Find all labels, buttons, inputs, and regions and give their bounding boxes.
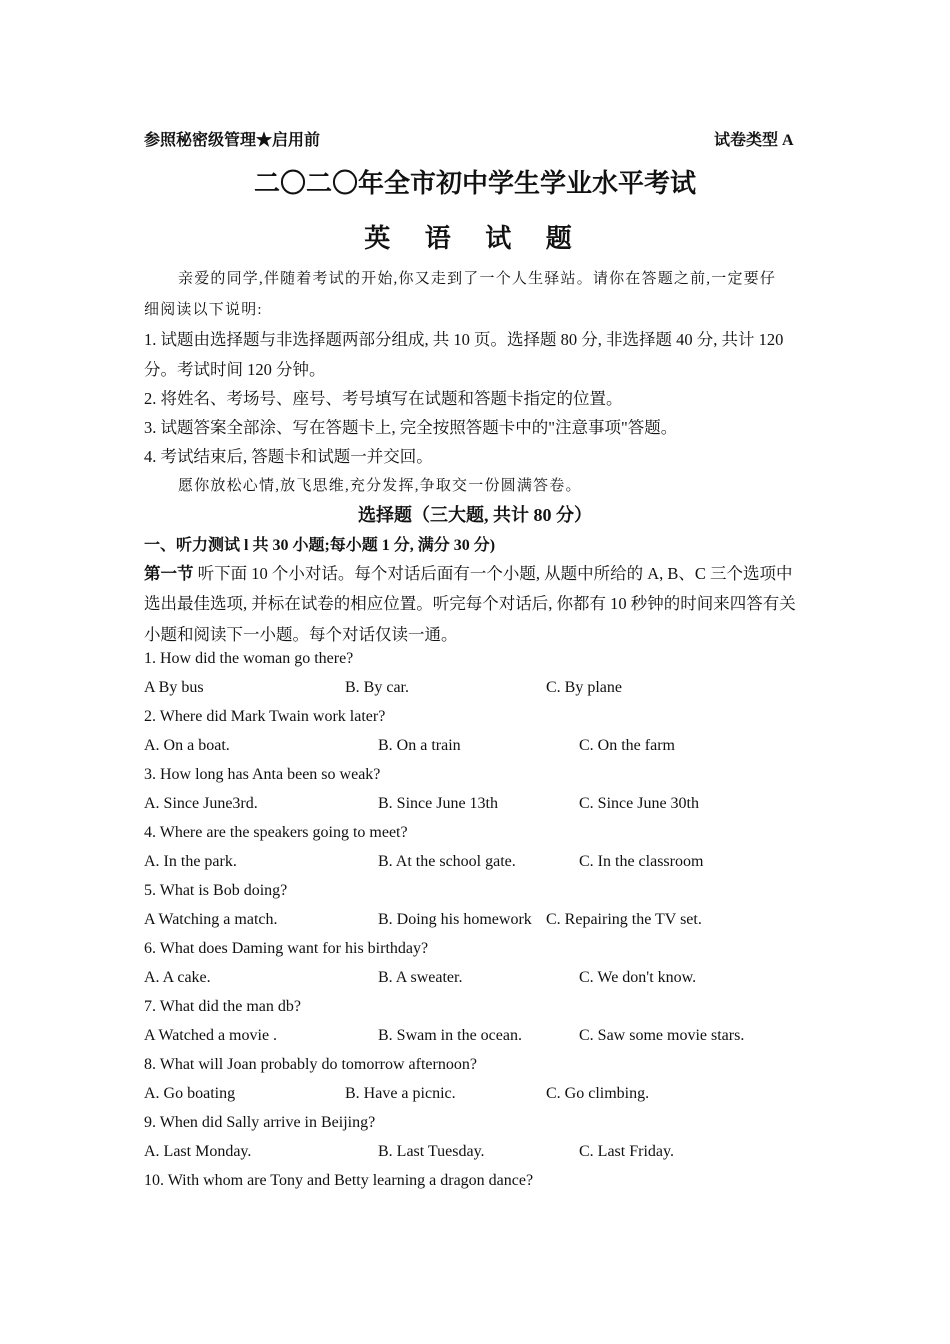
question-8: 8. What will Joan probably do tomorrow afternoon? [144,1056,477,1073]
part-title: 一、听力测试 l 共 30 小题;每小题 1 分, 满分 30 分) [144,537,496,554]
exam-subtitle: 英 语 试 题 [364,224,586,253]
option-5a: A Watching a match. [144,911,278,928]
option-1a: A By bus [144,679,204,696]
instruction-1: 1. 试题由选择题与非选择题两部分组成, 共 10 页。选择题 80 分, 非选择题 40 分, 共计 120 [144,330,784,349]
part1-text: 听下面 10 个小对话。每个对话后面有一个小题, 从题中所给的 A, B、C 三个选项中 [193,564,793,583]
intro-line-2: 细阅读以下说明: [144,302,263,318]
option-3b: B. Since June 13th [378,795,498,812]
option-8b: B. Have a picnic. [345,1085,456,1102]
question-10: 10. With whom are Tony and Betty learning a dragon dance? [144,1172,534,1189]
question-7: 7. What did the man db? [144,998,301,1015]
instruction-1-cont: 分。考试时间 120 分钟。 [144,360,326,379]
part1-line-1 [144,560,793,584]
option-7b: B. Swam in the ocean. [378,1027,522,1044]
option-3c: C. Since June 30th [579,795,699,812]
question-4: 4. Where are the speakers going to meet? [144,824,408,841]
question-9: 9. When did Sally arrive in Beijing? [144,1114,376,1131]
question-3: 3. How long has Anta been so weak? [144,766,381,783]
question-5: 5. What is Bob doing? [144,882,288,899]
wish-line: 愿你放松心情,放飞思维,充分发挥,争取交一份圆满答卷。 [178,478,582,494]
option-2b: B. On a train [378,737,461,754]
option-8c: C. Go climbing. [546,1085,650,1102]
option-5b: B. Doing his homework [378,911,532,928]
section-title: 选择题（三大题, 共计 80 分） [358,505,592,525]
instruction-2: 2. 将姓名、考场号、座号、考号填写在试题和答题卡指定的位置。 [144,389,623,408]
intro-line-1: 亲爱的同学,伴随着考试的开始,你又走到了一个人生驿站。请你在答题之前,一定要仔 [178,271,777,287]
paper-type-label: 试卷类型 A [714,132,794,149]
option-2c: C. On the farm [579,737,675,754]
option-4a: A. In the park. [144,853,237,870]
option-7a: A Watched a movie . [144,1027,278,1044]
question-6: 6. What does Daming want for his birthday? [144,940,429,957]
question-1: 1. How did the woman go there? [144,650,354,667]
option-9a: A. Last Monday. [144,1143,252,1160]
confidentiality-label: 参照秘密级管理★启用前 [144,132,321,149]
option-9b: B. Last Tuesday. [378,1143,485,1160]
option-4c: C. In the classroom [579,853,704,870]
option-6c: C. We don't know. [579,969,697,986]
option-6b: B. A sweater. [378,969,463,986]
option-1c: C. By plane [546,679,622,696]
part1-label: 第一节 [144,564,194,583]
option-7c: C. Saw some movie stars. [579,1027,745,1044]
part1-line-3: 小题和阅读下一小题。每个对话仅读一通。 [144,625,458,644]
option-8a: A. Go boating [144,1085,236,1102]
question-2: 2. Where did Mark Twain work later? [144,708,386,725]
option-5c: C. Repairing the TV set. [546,911,702,928]
option-1b: B. By car. [345,679,409,696]
instruction-4: 4. 考试结束后, 答题卡和试题一并交回。 [144,447,433,466]
exam-title: 二〇二〇年全市初中学生学业水平考试 [253,169,696,198]
option-6a: A. A cake. [144,969,211,986]
option-4b: B. At the school gate. [378,853,516,870]
instruction-3: 3. 试题答案全部涂、写在答题卡上, 完全按照答题卡中的"注意事项"答题。 [144,418,678,437]
part1-line-2: 选出最佳选项, 并标在试卷的相应位置。听完每个对话后, 你都有 10 秒钟的时间来四答有关 [144,594,796,613]
option-3a: A. Since June3rd. [144,795,258,812]
option-9c: C. Last Friday. [579,1143,674,1160]
option-2a: A. On a boat. [144,737,230,754]
